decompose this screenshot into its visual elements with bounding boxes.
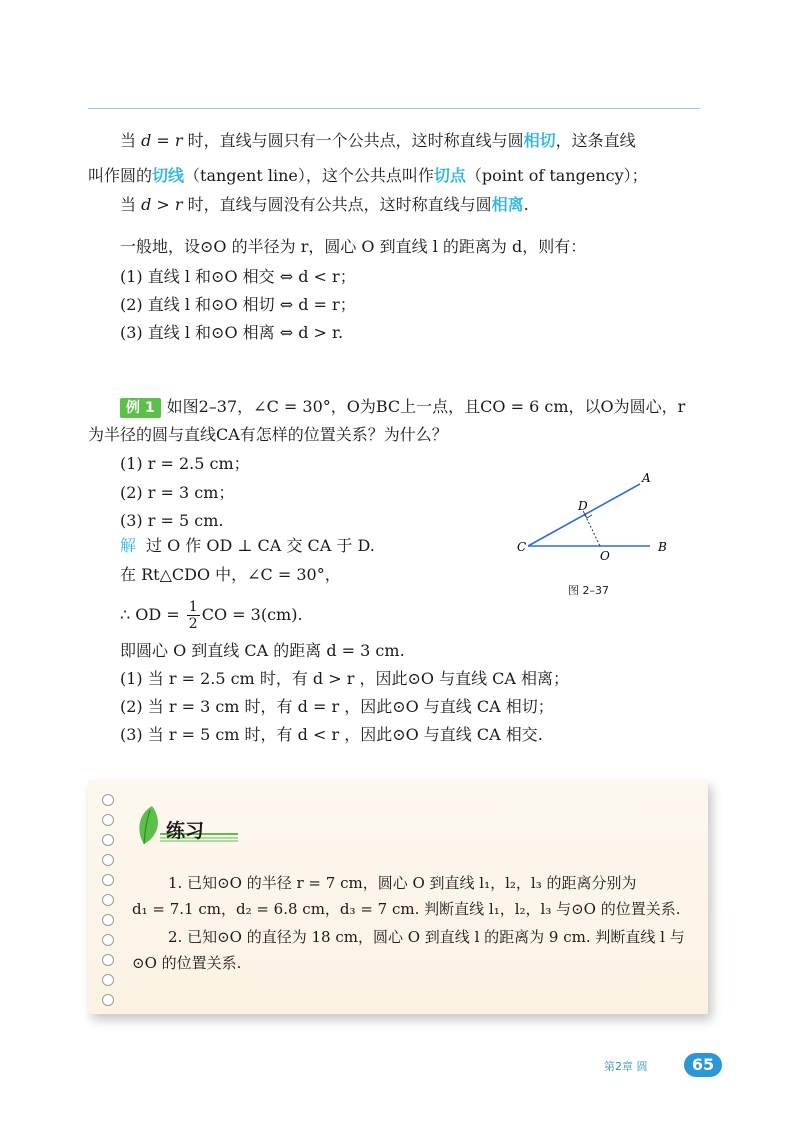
example-case-2: (2) r = 3 cm； (120, 483, 235, 502)
solution-result-2: (2) 当 r = 3 cm 时，有 d = r ，因此⊙O 与直线 CA 相切； (120, 697, 554, 716)
binder-ring-icon (102, 834, 114, 846)
practice-item-1-line-1: 1. 已知⊙O 的半径 r = 7 cm，圆心 O 到直线 l₁，l₂，l₃ 的距离分别为 (168, 874, 637, 892)
binder-ring-icon (102, 994, 114, 1006)
label-b: B (658, 540, 667, 554)
binder-ring-icon (102, 814, 114, 826)
keyword-tangent-point: 切点 (433, 166, 466, 185)
example-case-3: (3) r = 5 cm. (120, 511, 224, 530)
practice-title: 练习 (166, 820, 205, 842)
line-ca (528, 484, 640, 546)
binder-ring-icon (102, 894, 114, 906)
general-item-1: (1) 直线 l 和⊙O 相交 ⇔ d < r； (120, 267, 356, 286)
keyword-tangent: 相切 (523, 131, 556, 150)
perpendicular-od (585, 515, 600, 546)
example-badge: 例 1 (120, 398, 161, 418)
fraction-one-half: $\frac{1}{2}$ (188, 599, 198, 632)
solution-result-3: (3) 当 r = 5 cm 时，有 d < r ，因此⊙O 与直线 CA 相交. (120, 725, 543, 744)
practice-item-2-line-2: ⊙O 的位置关系. (132, 954, 242, 972)
general-intro: 一般地，设⊙O 的半径为 r，圆心 O 到直线 l 的距离为 d，则有： (120, 237, 587, 256)
page-number: 65 (684, 1053, 722, 1077)
binder-ring-icon (102, 794, 114, 806)
example-question-line-1: 例 1 如图2–37，∠C = 30°，O为BC上一点，且CO = 6 cm，以O为圆心，r (120, 396, 685, 418)
label-o: O (600, 549, 610, 563)
example-question-line-2: 为半径的圆与直线CA有怎样的位置关系？为什么？ (88, 425, 448, 444)
top-rule (88, 108, 700, 109)
solution-label: 解 (120, 536, 137, 555)
keyword-tangent-line: 切线 (152, 166, 185, 185)
separate-def-line: 当 d > r 时，直线与圆没有公共点，这时称直线与圆相离. (120, 195, 529, 214)
practice-card (88, 780, 708, 1014)
solution-step-2: 在 Rt△CDO 中，∠C = 30°， (120, 565, 341, 584)
figure-2-37 (500, 460, 690, 570)
solution-step-3: ∴ OD = $\frac{1}{2}$ CO = 3(cm). (120, 599, 303, 632)
keyword-separate: 相离 (491, 195, 524, 214)
binder-ring-icon (102, 974, 114, 986)
binder-ring-icon (102, 934, 114, 946)
binder-ring-icon (102, 954, 114, 966)
solution-result-1: (1) 当 r = 2.5 cm 时，有 d > r ，因此⊙O 与直线 CA 相离； (120, 669, 570, 688)
general-item-2: (2) 直线 l 和⊙O 相切 ⇔ d = r； (120, 295, 356, 314)
example-case-1: (1) r = 2.5 cm； (120, 454, 250, 473)
binder-ring-icon (102, 854, 114, 866)
binder-ring-icon (102, 874, 114, 886)
footer-chapter: 第2章 圆 (604, 1060, 648, 1073)
figure-caption: 图 2–37 (568, 584, 609, 597)
practice-item-1-line-2: d₁ = 7.1 cm，d₂ = 6.8 cm，d₃ = 7 cm. 判断直线 l₁，l₂，l₃ 与⊙O 的位置关系. (132, 900, 681, 918)
practice-item-2-line-1: 2. 已知⊙O 的直径为 18 cm，圆心 O 到直线 l 的距离为 9 cm. 判断直线 l 与 (168, 928, 685, 946)
binder-ring-icon (102, 914, 114, 926)
general-item-3: (3) 直线 l 和⊙O 相离 ⇔ d > r. (120, 323, 344, 342)
solution-step-1: 解 过 O 作 OD ⊥ CA 交 CA 于 D. (120, 536, 375, 555)
tangent-def-line-2: 叫作圆的切线（tangent line），这个公共点叫作切点（point of tangency）； (88, 166, 648, 185)
label-c: C (517, 540, 527, 554)
label-d: D (578, 499, 588, 513)
label-a: A (642, 471, 651, 485)
solution-step-4: 即圆心 O 到直线 CA 的距离 d = 3 cm. (120, 641, 405, 660)
tangent-def-line-1: 当 d = r 时，直线与圆只有一个公共点，这时称直线与圆相切，这条直线 (120, 131, 636, 150)
